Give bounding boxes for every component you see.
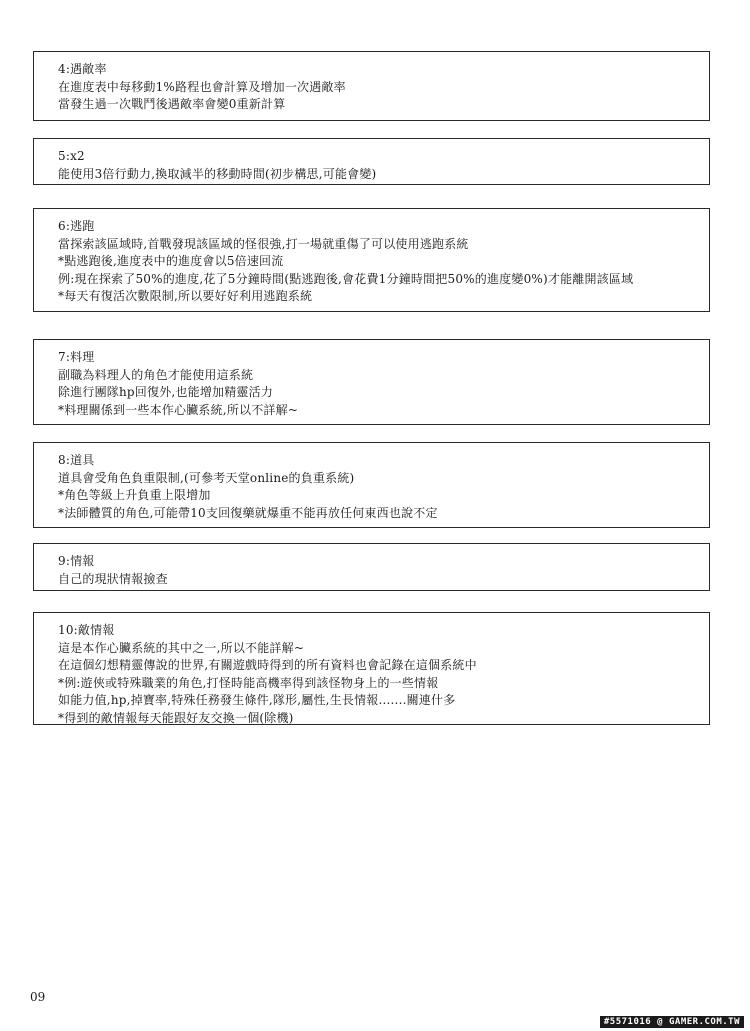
section-encounter-rate: [33, 51, 710, 121]
section-line: *每天有復活次數限制,所以要好好利用逃跑系統: [58, 289, 313, 304]
section-line: 當發生過一次戰鬥後遇敵率會變0重新計算: [58, 97, 286, 112]
section-line: 這是本作心臟系統的其中之一,所以不能詳解~: [58, 640, 305, 655]
section-line: 除進行團隊hp回復外,也能增加精靈活力: [58, 385, 274, 400]
section-line: 道具會受角色負重限制,(可參考天堂online的負重系統): [58, 470, 355, 485]
section-title: 7:料理: [58, 350, 95, 364]
section-title: 8:道具: [58, 453, 95, 467]
section-title: 4:遇敵率: [58, 62, 107, 76]
section-line: *得到的敵情報每天能跟好友交換一個(除機): [58, 710, 294, 725]
section-info: [33, 543, 710, 591]
section-line: 副職為料理人的角色才能使用這系統: [58, 367, 254, 382]
section-items: [33, 442, 710, 528]
section-enemy-info: [33, 612, 710, 725]
section-line: 例:現在探索了50%的進度,花了5分鐘時間(點逃跑後,會花費1分鐘時間把50%的進度變0%)才能離開該區域: [58, 271, 634, 286]
section-line: *角色等級上升負重上限增加: [58, 488, 211, 503]
section-escape: [33, 208, 710, 312]
section-title: 6:逃跑: [58, 219, 95, 233]
section-title: 10:敵情報: [58, 623, 115, 637]
watermark: #5571016 @ GAMER.COM.TW: [600, 1016, 744, 1028]
section-line: 在進度表中每移動1%路程也會計算及增加一次遇敵率: [58, 79, 346, 94]
section-line: *點逃跑後,進度表中的進度會以5倍速回流: [58, 254, 284, 269]
section-line: 如能力值,hp,掉寶率,特殊任務發生條件,隊形,屬性,生長情報.......關連什多: [58, 693, 456, 708]
section-line: 能使用3倍行動力,換取減半的移動時間(初步構思,可能會變): [58, 166, 377, 181]
section-title: 5:x2: [58, 149, 85, 163]
section-line: 當探索該區域時,首戰發現該區域的怪很強,打一場就重傷了可以使用逃跑系統: [58, 236, 469, 251]
page-number: 09: [30, 990, 46, 1004]
section-x2: [33, 138, 710, 185]
section-line: 自己的現狀情報撿查: [58, 571, 168, 586]
section-line: *例:遊俠或特殊職業的角色,打怪時能高機率得到該怪物身上的一些情報: [58, 675, 439, 690]
section-cooking: [33, 339, 710, 425]
section-line: 在這個幻想精靈傳說的世界,有關遊戲時得到的所有資料也會記錄在這個系統中: [58, 658, 477, 673]
section-title: 9:情報: [58, 554, 95, 568]
section-line: *法師體質的角色,可能帶10支回復藥就爆重不能再放任何東西也說不定: [58, 505, 438, 520]
section-line: *料理關係到一些本作心臟系統,所以不詳解~: [58, 402, 299, 417]
